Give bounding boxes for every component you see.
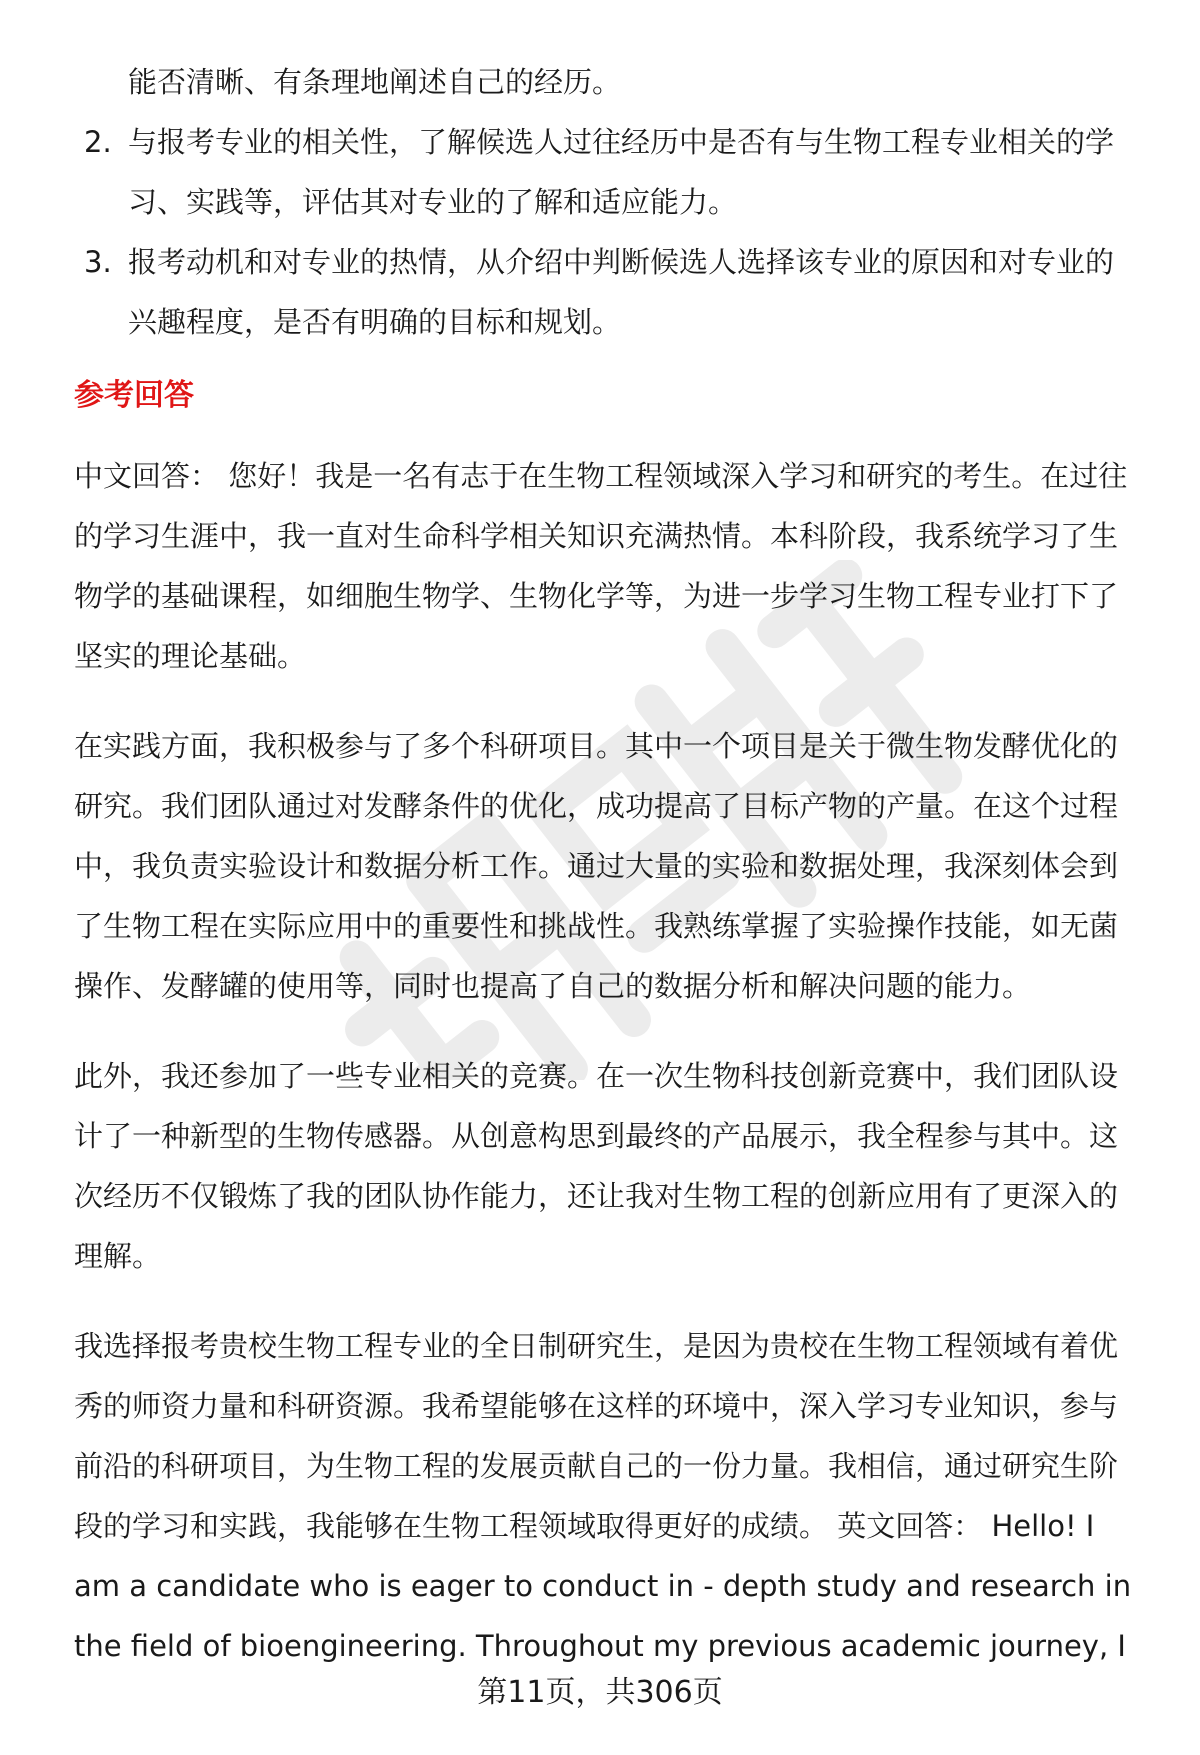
criterion-text: 与报考专业的相关性，了解候选人过往经历中是否有与生物工程专业相关的学 习、实践等，评估其对专业的了解和适应能力。 (128, 125, 1115, 219)
answer-paragraph: 此外，我还参加了一些专业相关的竞赛。在一次生物科技创新竞赛中，我们团队设 计了一种新型的生物传感器。从创意构思到最终的产品展示，我全程参与其中。这 次经历不仅锻炼了我的团队协作能力，还让我对生物工程的创新应用有了更深入的 理解。 (74, 1059, 1119, 1273)
criterion-text: 报考动机和对专业的热情，从介绍中判断候选人选择该专业的原因和对专业的 兴趣程度，是否有明确的目标和规划。 (128, 245, 1115, 339)
page-number-footer: 第11页，共306页 (477, 1675, 723, 1710)
criterion-number: 3. (84, 245, 112, 279)
section-heading: 参考回答 (74, 378, 194, 413)
intro-continuation: 能否清晰、有条理地阐述自己的经历。 (128, 65, 622, 99)
answer-paragraph: 我选择报考贵校生物工程专业的全日制研究生，是因为贵校在生物工程领域有着优 秀的师资力量和科研资源。我希望能够在这样的环境中，深入学习专业知识，参与 前沿的科研项目，为生物工程的发展贡献自己的一份力量。我相信，通过研究生阶 段的学习和实践，我能够在生物工程领域取得更好的成绩。 英文回答： Hello! I am a candidate who is eager to conduct in - depth study and research in the field of bioengineering. Throughout my previous academic journey, I (74, 1329, 1132, 1663)
criterion-item (74, 232, 1154, 352)
answer-paragraph: 中文回答： 您好！我是一名有志于在生物工程领域深入学习和研究的考生。在过往 的学习生涯中，我一直对生命科学相关知识充满热情。本科阶段，我系统学习了生 物学的基础课程，如细胞生物学、生物化学等，为进一步学习生物工程专业打下了 坚实的理论基础。 (74, 459, 1128, 673)
criterion-number: 2. (84, 125, 112, 159)
answer-paragraph: 在实践方面，我积极参与了多个科研项目。其中一个项目是关于微生物发酵优化的 研究。我们团队通过对发酵条件的优化，成功提高了目标产物的产量。在这个过程 中，我负责实验设计和数据分析工作。通过大量的实验和数据处理，我深刻体会到 了生物工程在实际应用中的重要性和挑战性。我熟练掌握了实验操作技能，如无菌 操作、发酵罐的使用等，同时也提高了自己的数据分析和解决问题的能力。 (74, 729, 1119, 1003)
criterion-item (74, 112, 1154, 232)
document-page (74, 52, 1154, 1706)
